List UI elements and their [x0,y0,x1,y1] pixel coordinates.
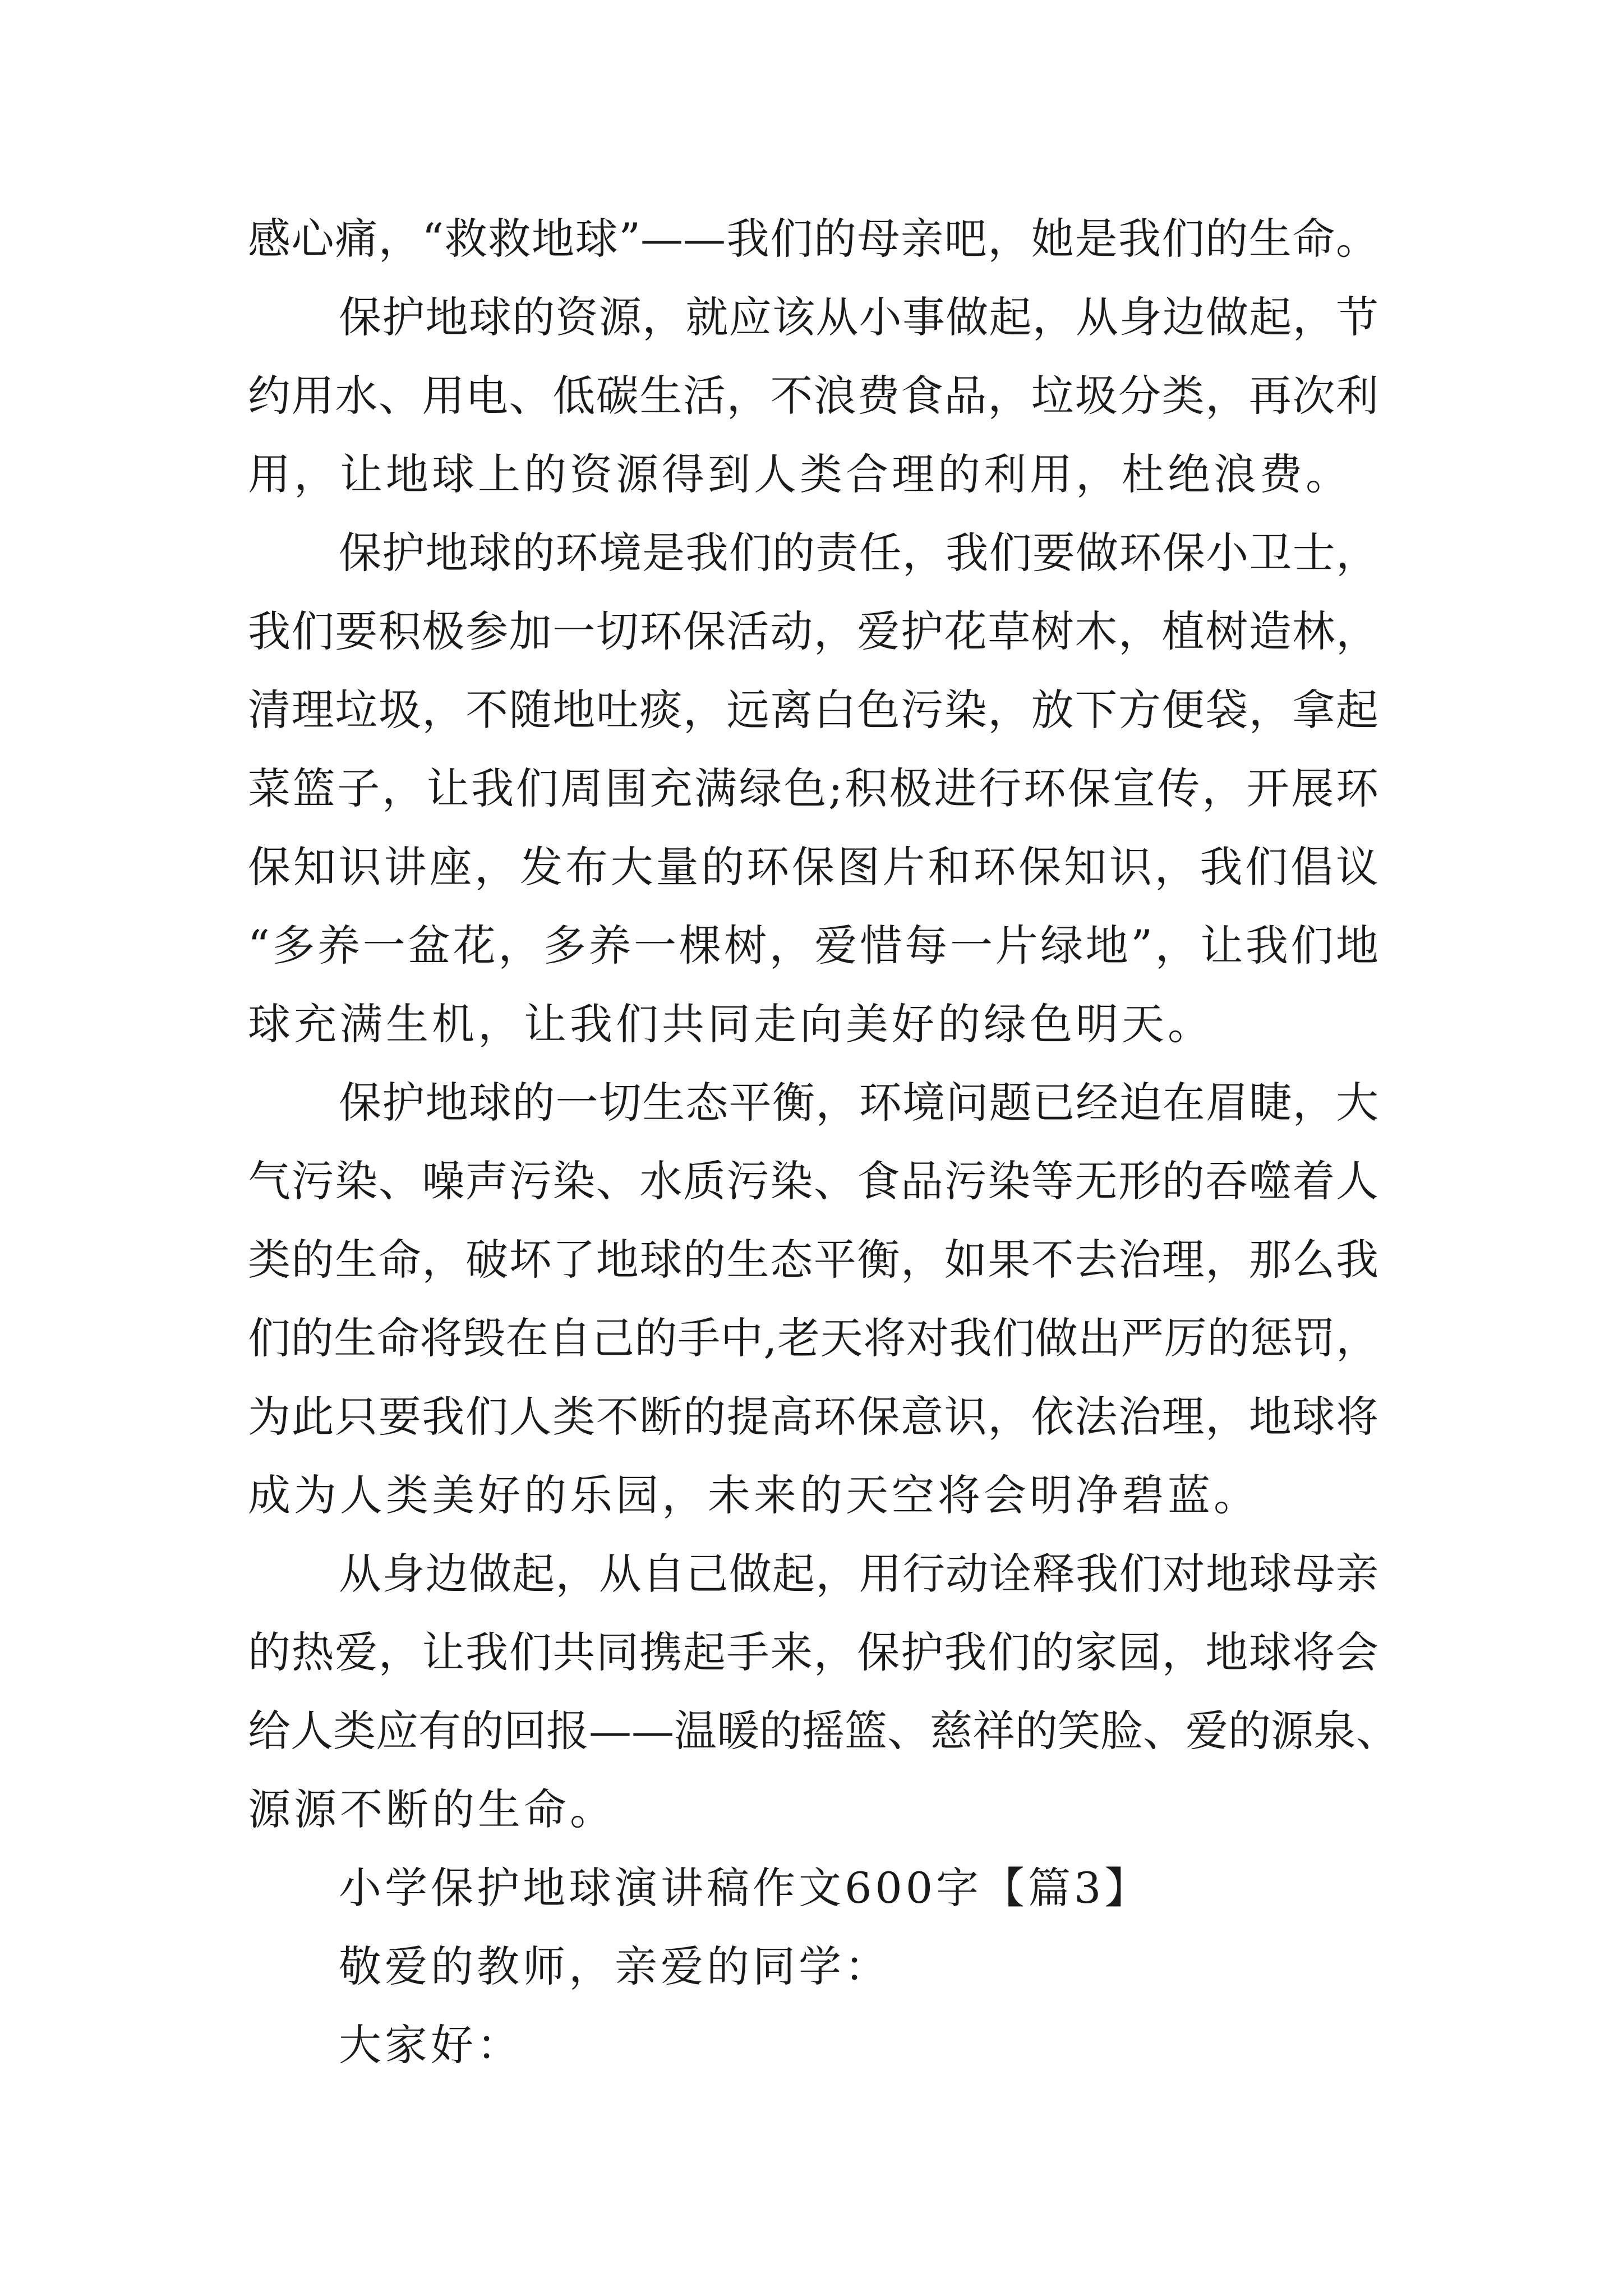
text-line: 保知识讲座，发布大量的环保图片和环保知识，我们倡议 [248,842,1378,892]
text-line: 球充满生机，让我们共同走向美好的绿色明天。 [248,999,1214,1049]
paragraph-first-line: 从身边做起，从自己做起，用行动诠释我们对地球母亲 [339,1549,1378,1599]
greeting: 大家好： [339,2020,523,2070]
text-line: 们的生命将毁在自己的手中,老天将对我们做出严厉的惩罚， [248,1313,1378,1363]
paragraph-first-line: 保护地球的资源，就应该从小事做起，从身边做起，节 [339,292,1378,342]
text-line: “多养一盆花，多养一棵树，爱惜每一片绿地”，让我们地 [248,921,1378,970]
text-line: 为此只要我们人类不断的提高环保意识，依法治理，地球将 [248,1392,1378,1442]
paragraph-first-line: 保护地球的一切生态平衡，环境问题已经迫在眉睫，大 [339,1078,1378,1128]
text-line: 给人类应有的回报——温暖的摇篮、慈祥的笑脸、爱的源泉、 [248,1706,1399,1756]
text-line: 成为人类美好的乐园，未来的天空将会明净碧蓝。 [248,1470,1260,1520]
text-line: 用，让地球上的资源得到人类合理的利用，杜绝浪费。 [248,449,1352,499]
text-line: 我们要积极参加一切环保活动，爱护花草树木，植树造林， [248,606,1378,656]
text-line: 约用水、用电、低碳生活，不浪费食品，垃圾分类，再次利 [248,371,1378,421]
text-line: 气污染、噪声污染、水质污染、食品污染等无形的吞噬着人 [248,1156,1378,1206]
text-line: 清理垃圾，不随地吐痰，远离白色污染，放下方便袋，拿起 [248,685,1378,735]
section-heading: 小学保护地球演讲稿作文600字【篇3】 [339,1863,1151,1913]
text-line: 类的生命，破坏了地球的生态平衡，如果不去治理，那么我 [248,1235,1378,1285]
salutation: 敬爱的教师，亲爱的同学： [339,1941,891,1991]
text-line: 感心痛，“救救地球”——我们的母亲吧，她是我们的生命。 [248,214,1378,264]
text-line: 源源不断的生命。 [248,1784,616,1834]
text-line: 的热爱，让我们共同携起手来，保护我们的家园，地球将会 [248,1627,1378,1677]
text-line: 菜篮子，让我们周围充满绿色;积极进行环保宣传，开展环 [248,763,1378,813]
paragraph-first-line: 保护地球的环境是我们的责任，我们要做环保小卫士， [339,528,1378,578]
